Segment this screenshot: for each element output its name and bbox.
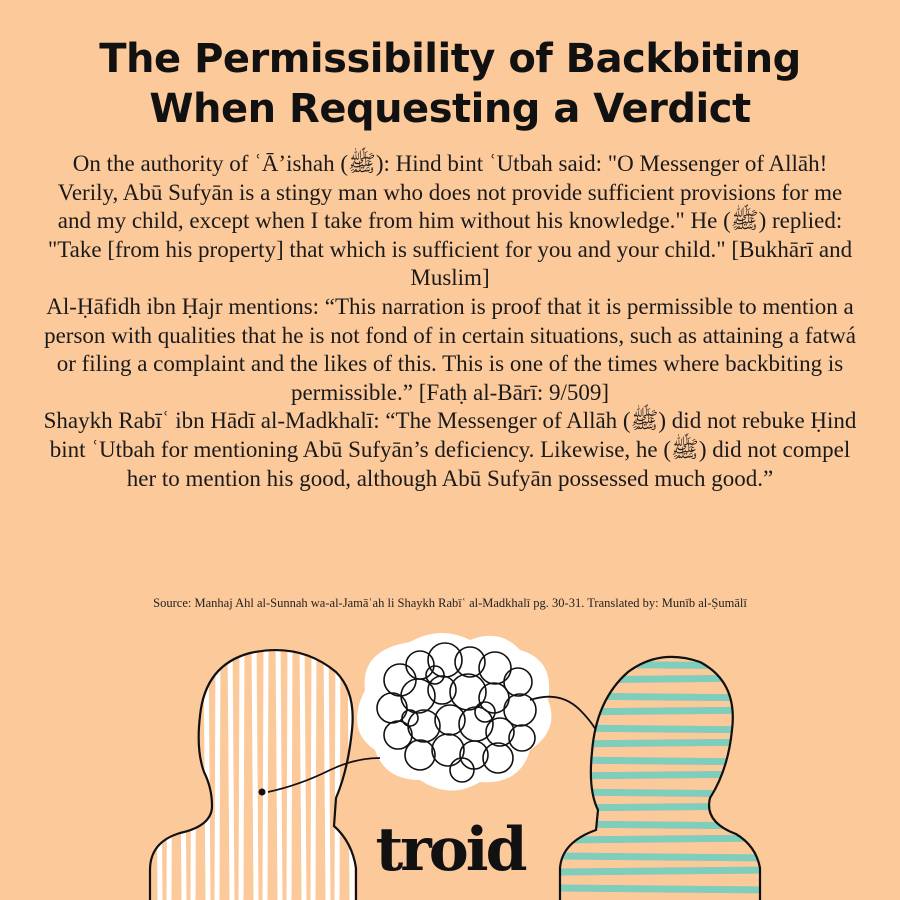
ibn-hajr-paragraph: Al-Ḥāfidh ibn Ḥajr mentions: “This narration is proof that it is permissible to mention a person with qualities that he is not fond of in certain situations, such as attaining a fatwá or filing a complaint and the likes of this. This is one of the times where backbiting is permissible.” [Fatḥ al-Bārī: 9/509] <box>44 293 856 405</box>
title-line-1: The Permissibility of Backbiting <box>99 36 801 82</box>
right-head-figure <box>550 640 770 900</box>
troid-logo: troid <box>375 815 525 885</box>
body-text <box>40 150 860 493</box>
source-citation: Source: Manhaj Ahl al-Sunnah wa-al-Jamāʿah li Shaykh Rabīʿ al-Madkhalī pg. 30-31. Translated by: Munīb al-Ṣumālī <box>153 596 747 610</box>
title-line-2: When Requesting a Verdict <box>149 86 751 132</box>
hadith-paragraph: On the authority of ʿĀ’ishah (ﷺ): Hind bint ʿUtbah said: "O Messenger of Allāh! Verily, Abū Sufyān is a stingy man who does not provide sufficient provisions for me and my child, except when I take from him without his knowledge." He (ﷺ) replied: "Take [from his property] that which is sufficient for you and your child." [Bukhārī and Muslim] <box>47 151 853 291</box>
mouth-dot <box>259 789 266 796</box>
rabi-paragraph: Shaykh Rabīʿ ibn Hādī al-Madkhalī: “The Messenger of Allāh (ﷺ) did not rebuke Ḥind bint ʿUtbah for mentioning Abū Sufyān’s deficiency. Likewise, he (ﷺ) did not compel her to mention his good, although Abū Sufyān possessed much good.” <box>43 408 857 491</box>
page-title <box>20 34 880 134</box>
left-head-figure <box>140 640 370 900</box>
